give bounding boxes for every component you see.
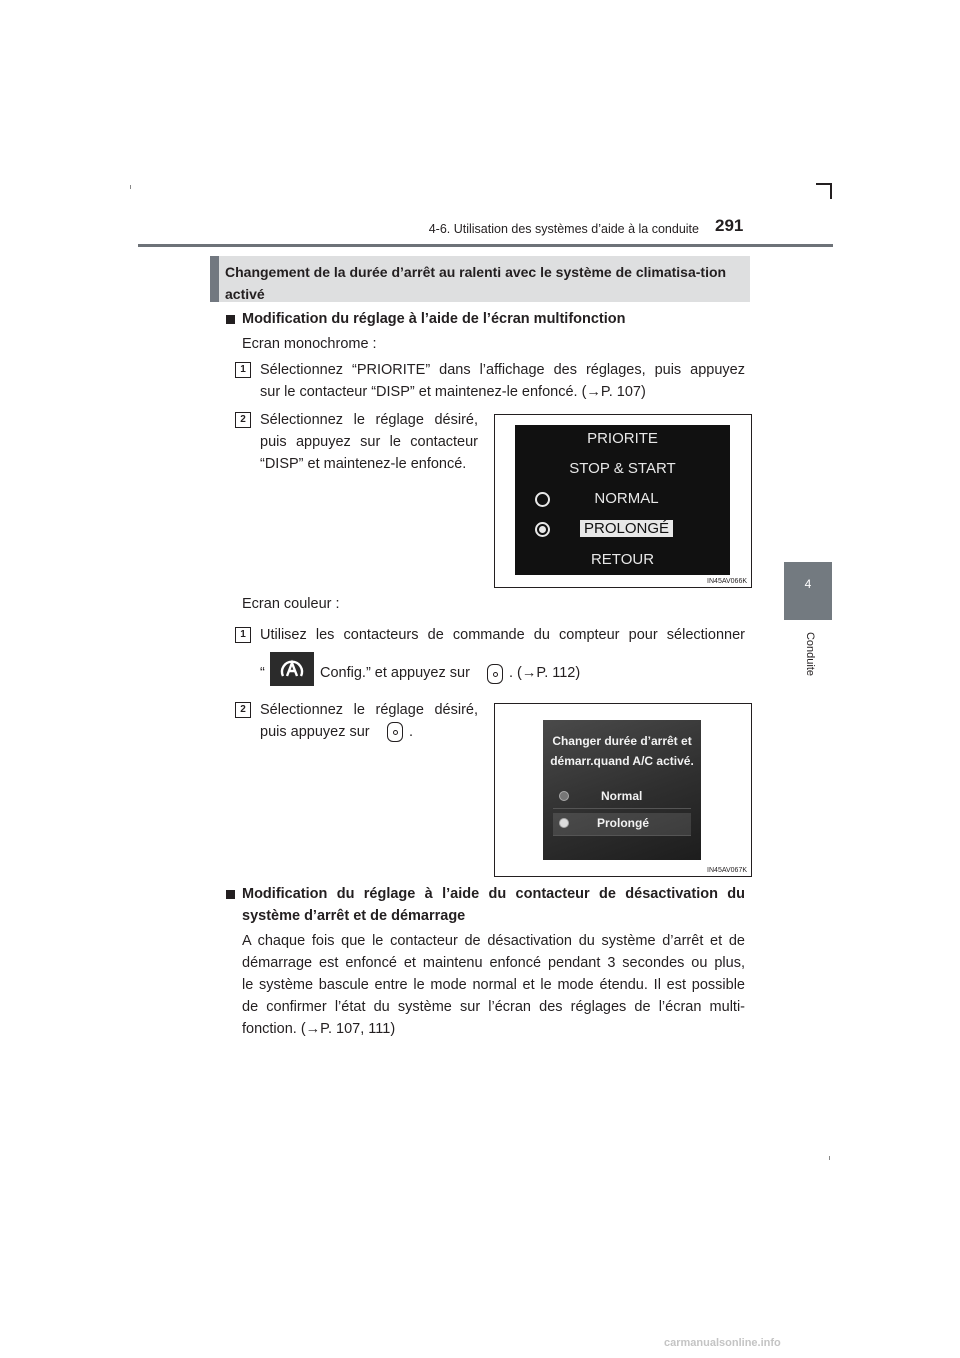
driver-assist-glyph (279, 656, 305, 682)
crop-mark (830, 183, 832, 199)
screen-title: PRIORITE (587, 430, 658, 447)
screen-title-line1: Changer durée d’arrêt et (552, 734, 692, 748)
option-normal (553, 786, 691, 809)
body-text: A chaque fois que le contacteur de désactivation du système d’arrêt et de (242, 933, 745, 949)
step-text: . (→P. 112) (509, 665, 581, 681)
option-normal-label: Normal (601, 789, 643, 803)
option-prolonge-label: Prolongé (597, 816, 650, 830)
figure-monochrome-display (494, 414, 752, 588)
bullet-square (226, 890, 235, 899)
section-header-bar (210, 256, 219, 302)
subheading: Modification du réglage à l’aide du contacteur de désactivation du (242, 886, 745, 902)
step-text: Sélectionnez le réglage désiré, (260, 412, 478, 428)
step-text: . (409, 724, 414, 740)
body-text: fonction. (→P. 107, 111) (242, 1021, 396, 1037)
option-retour: RETOUR (590, 551, 655, 568)
subheading: Modification du réglage à l’aide de l’écran multifonction (242, 311, 626, 327)
monochrome-screen (515, 425, 730, 575)
step-number: 1 (235, 362, 251, 378)
section-header (210, 256, 750, 302)
bullet-square (226, 315, 235, 324)
chapter-tab: 4 (784, 562, 832, 620)
figure-code: IN45AV066K (707, 578, 747, 585)
figure-color-display (494, 703, 752, 877)
radio-selected-icon (559, 818, 569, 828)
step-text: puis appuyez sur (260, 724, 370, 740)
chapter-label: Conduite (804, 631, 816, 677)
step-text: Sélectionnez le réglage désiré, (260, 702, 478, 718)
color-screen (543, 720, 701, 860)
step-text: Utilisez les contacteurs de commande du compteur pour sélectionner (260, 627, 745, 643)
crop-tick (829, 1156, 830, 1160)
quote-open: “ (260, 665, 265, 681)
section-title: Changement de la durée d’arrêt au ralenti avec le système de climatisa-tion activé (225, 264, 727, 302)
crop-mark (816, 183, 832, 185)
ok-button-icon (387, 722, 403, 742)
option-prolonge (553, 813, 691, 836)
step-number: 2 (235, 702, 251, 718)
step-text: puis appuyez sur le contacteur (260, 434, 478, 450)
step-text: Sélectionnez “PRIORITE” dans l’affichage des réglages, puis appuyez (260, 362, 745, 378)
step-text: “DISP” et maintenez-le enfoncé. (260, 456, 467, 472)
ok-button-icon (487, 664, 503, 684)
screen-subtitle: STOP & START (569, 460, 676, 477)
step-number: 2 (235, 412, 251, 428)
crop-tick (130, 185, 131, 189)
header-rule (138, 244, 833, 247)
screen-title-line2: démarr.quand A/C activé. (550, 754, 694, 768)
running-header-section: 4-6. Utilisation des systèmes d’aide à la conduite (428, 222, 699, 236)
page-number: 291 (715, 216, 744, 235)
step-text: sur le contacteur “DISP” et maintenez-le enfoncé. (→P. 107) (260, 384, 646, 400)
option-normal: NORMAL (594, 490, 659, 507)
body-text: démarrage est enfoncé et maintenu enfoncé pendant 3 secondes ou plus, (242, 955, 745, 971)
step-number: 1 (235, 627, 251, 643)
color-label: Ecran couleur : (242, 596, 340, 612)
mono-label: Ecran monochrome : (242, 336, 377, 352)
figure-code: IN45AV067K (707, 867, 747, 874)
subheading: système d’arrêt et de démarrage (242, 908, 466, 924)
body-text: le système bascule entre le mode normal et le mode étendu. Il est possible (242, 977, 745, 993)
option-prolonge (519, 520, 734, 537)
body-text: de confirmer l’état du système sur l’écran des réglages de l’écran multi- (242, 999, 745, 1015)
option-prolonge-highlight: PROLONGÉ (580, 520, 673, 537)
step-text: Config.” et appuyez sur (320, 665, 470, 681)
radio-icon (559, 791, 569, 801)
watermark: carmanualsonline.info (664, 1337, 781, 1349)
driver-assist-icon (270, 652, 314, 686)
